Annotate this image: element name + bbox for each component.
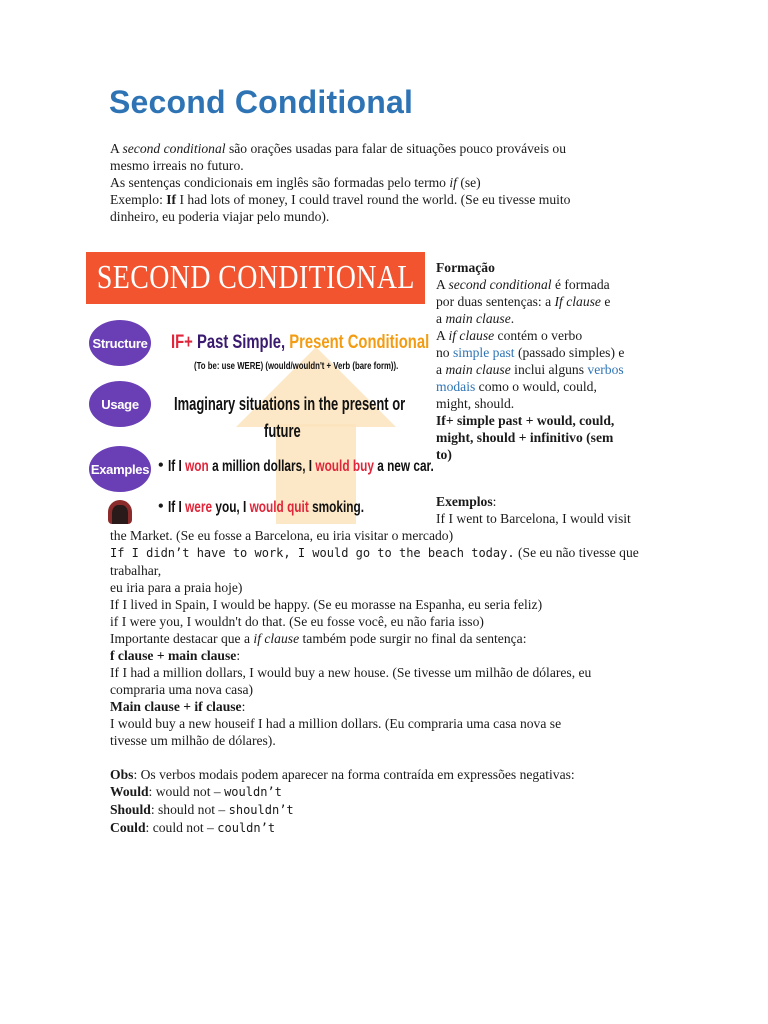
intro-paragraph [110, 140, 670, 225]
text-line [436, 276, 658, 293]
subheading [110, 647, 670, 664]
text: if clause [253, 631, 300, 646]
text: main clause [445, 362, 511, 377]
page-title: Second Conditional [109, 84, 414, 120]
text: Importante destacar que a [110, 631, 254, 646]
text-line [436, 361, 658, 378]
second-conditional-infographic [86, 252, 434, 524]
section-heading: Formação [436, 260, 495, 275]
text: . [510, 311, 515, 326]
text: : could not – [145, 820, 218, 835]
example-line: the Market. (Se eu fosse a Barcelona, eu iria visitar o mercado) [110, 528, 454, 543]
formula-line: If+ simple past + would, could, [436, 413, 615, 428]
text: a new car. [373, 458, 434, 475]
text: Obs [110, 767, 134, 782]
text: Present Conditional [289, 332, 430, 353]
example-line: I would buy a new houseif I had a million dollars. (Eu compraria uma casa nova se [110, 716, 562, 731]
text: Exemplos [436, 494, 493, 509]
subheading [110, 698, 670, 715]
text: : [236, 648, 241, 663]
infographic-banner [86, 252, 425, 304]
modal-line [110, 819, 670, 837]
text-line [436, 344, 658, 361]
intro-line: dinheiro, eu poderia viajar pelo mundo). [110, 209, 330, 224]
text: As sentenças condicionais em inglês são formadas pelo termo [110, 175, 450, 190]
text: (Se eu não tivesse que trabalhar, [110, 545, 639, 578]
text: : should not – [150, 802, 229, 817]
examples-badge: Examples [89, 446, 151, 492]
text-line: might, should. [436, 396, 515, 411]
example-line: If I lived in Spain, I would be happy. (Se eu morasse na Espanha, eu seria feliz) [110, 597, 543, 612]
bullet: • [158, 498, 164, 515]
text-line [436, 327, 658, 344]
modal-line [110, 783, 670, 801]
text: IF+ [171, 332, 197, 353]
text: A [110, 141, 123, 156]
text: como o would, could, [475, 379, 597, 394]
example-line: If I had a million dollars, I would buy a new house. (Se tivesse um milhão de dólares, eu [110, 665, 592, 680]
banner-text: SECOND CONDITIONAL [96, 259, 415, 296]
examples-body [110, 527, 670, 837]
text: a [436, 362, 446, 377]
modal-line [110, 801, 670, 819]
example-line: if I were you, I wouldn't do that. (Se eu fosse você, eu não faria isso) [110, 614, 484, 629]
text: também pode surgir no final da sentença: [299, 631, 527, 646]
text: a [436, 311, 446, 326]
text-line [436, 310, 658, 327]
spacer [110, 749, 670, 766]
structure-badge: Structure [89, 320, 151, 366]
example-line [168, 458, 434, 476]
example-line [110, 544, 670, 579]
text: : [241, 699, 246, 714]
exemplos-heading [436, 493, 496, 510]
example-line: If I went to Barcelona, I would visit [436, 511, 631, 526]
usage-badge: Usage [89, 381, 151, 427]
text: por duas sentenças: a [436, 294, 555, 309]
formula-line: to) [436, 447, 452, 462]
text: Could [110, 820, 146, 835]
text: Exemplo: [110, 192, 167, 207]
text: If clause [554, 294, 601, 309]
text-line [436, 293, 658, 310]
bold-if: If [166, 192, 177, 207]
text: Should [110, 802, 151, 817]
text: Past Simple, [196, 332, 290, 353]
structure-formula [171, 332, 429, 354]
text: no [436, 345, 453, 360]
text: If I [168, 458, 186, 475]
text: smoking. [308, 499, 365, 516]
verbos-modais-link[interactable]: modais [436, 379, 476, 394]
text: a million dollars, I [208, 458, 316, 475]
text-line [436, 378, 658, 395]
text: If I [168, 499, 186, 516]
intro-line [110, 140, 670, 157]
text: A [436, 328, 449, 343]
text: : [492, 494, 497, 509]
simple-past-link[interactable]: simple past [453, 345, 515, 360]
text: A [436, 277, 449, 292]
text: shouldn’t [228, 803, 294, 817]
text: couldn’t [217, 821, 276, 835]
text: Main clause + if clause [110, 699, 242, 714]
text: contém o verbo [494, 328, 583, 343]
text: if clause [448, 328, 495, 343]
text: : Os verbos modais podem aparecer na forma contraída em expressões negativas: [133, 767, 575, 782]
example-line: eu iria para a praia hoje) [110, 580, 243, 595]
intro-line: mesmo irreais no futuro. [110, 158, 244, 173]
text: e [600, 294, 611, 309]
text: wouldn’t [224, 785, 282, 799]
structure-note: (To be: use WERE) (would/wouldn't + Verb (bare form)). [194, 361, 399, 372]
bullet: • [158, 457, 164, 474]
text: If I didn’t have to work, I would go to the beach today. [110, 546, 515, 560]
usage-line: Imaginary situations in the present or [174, 394, 406, 414]
text: inclui alguns [510, 362, 588, 377]
text: main clause [445, 311, 511, 326]
text: (se) [456, 175, 481, 190]
example-line: compraria uma nova casa) [110, 682, 254, 697]
intro-line [110, 191, 670, 208]
usage-line: future [264, 421, 301, 441]
example-line: tivesse um milhão de dólares). [110, 733, 276, 748]
obs-line [110, 766, 670, 783]
text: you, I [212, 499, 250, 516]
verbos-modais-link[interactable]: verbos [587, 362, 624, 377]
formacao-section [436, 259, 658, 463]
term-if: if [449, 175, 457, 190]
avatar-icon [112, 505, 128, 524]
term-second-conditional: second conditional [122, 141, 226, 156]
text: won [185, 458, 209, 475]
text: f clause + main clause [110, 648, 237, 663]
text: : would not – [148, 784, 225, 799]
text: second conditional [448, 277, 552, 292]
example-line [168, 499, 364, 517]
text: I had lots of money, I could travel round the world. (Se eu tivesse muito [176, 192, 571, 207]
text: Would [110, 784, 149, 799]
text: were [185, 499, 213, 516]
text: é formada [551, 277, 610, 292]
text: (passado simples) e [514, 345, 625, 360]
arrow-decoration [236, 347, 396, 427]
note-line [110, 630, 670, 647]
text: would buy [315, 458, 374, 475]
text: são orações usadas para falar de situações pouco prováveis ou [225, 141, 567, 156]
formula-line: might, should + infinitivo (sem [436, 430, 614, 445]
intro-line [110, 174, 670, 191]
text: would quit [249, 499, 309, 516]
